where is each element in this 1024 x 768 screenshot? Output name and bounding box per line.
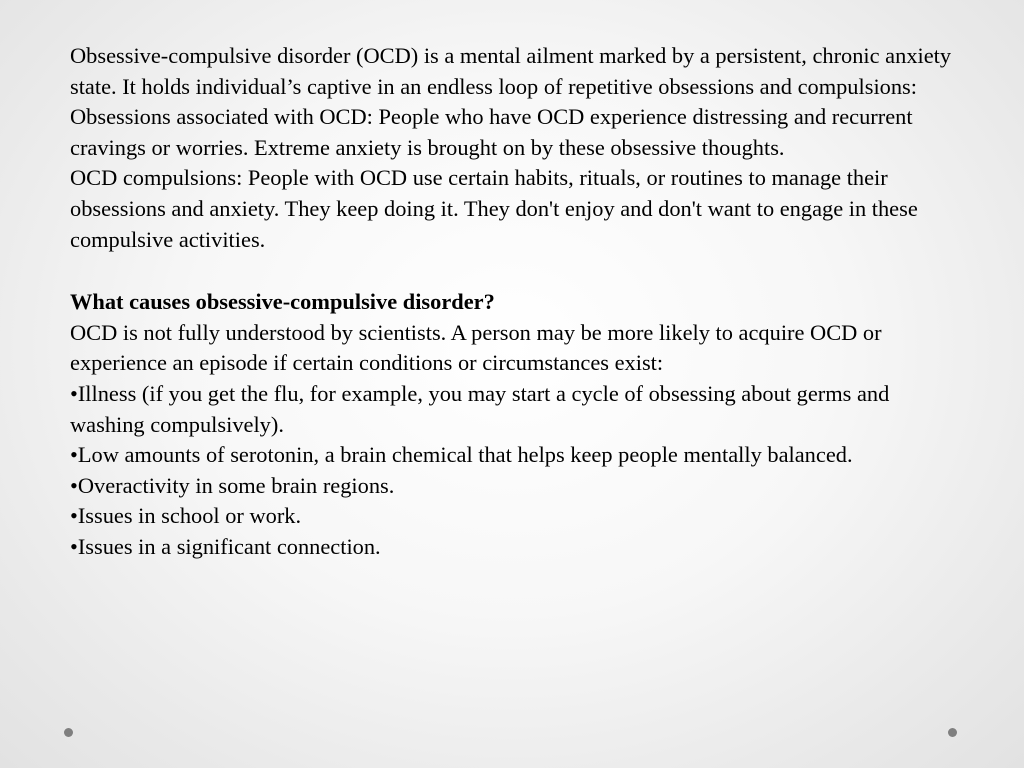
decorative-dot-left <box>64 728 73 737</box>
obsessions-paragraph: Obsessions associated with OCD: People who have OCD experience distressing and recurrent cravings or worries. Extreme anxiety is brought on by these obsessive thoughts. <box>70 104 913 160</box>
compulsions-paragraph: OCD compulsions: People with OCD use certain habits, rituals, or routines to manage their obsessions and anxiety. They keep doing it. They don't enjoy and don't want to engage in these compulsive activities. <box>70 165 918 252</box>
causes-intro: OCD is not fully understood by scientists. A person may be more likely to acquire OCD or experience an episode if certain conditions or circumstances exist: <box>70 319 882 376</box>
bullet-item-overactivity: •Overactivity in some brain regions. <box>70 472 395 498</box>
bullet-item-illness: •Illness (if you get the flu, for example, you may start a cycle of obsessing about germs and washing compulsively). <box>70 380 890 437</box>
bullet-item-connection: •Issues in a significant connection. <box>70 533 381 559</box>
causes-heading: What causes obsessive-compulsive disorder? <box>70 289 495 315</box>
paragraph-spacer <box>70 255 960 287</box>
decorative-dot-right <box>948 728 957 737</box>
slide-body <box>70 41 960 563</box>
bullet-item-serotonin: •Low amounts of serotonin, a brain chemical that helps keep people mentally balanced. <box>70 442 853 468</box>
intro-paragraph: Obsessive-compulsive disorder (OCD) is a mental ailment marked by a persistent, chronic anxiety state. It holds individual’s captive in an endless loop of repetitive obsessions and compulsions: <box>70 43 952 99</box>
bullet-item-school-work: •Issues in school or work. <box>70 503 302 529</box>
